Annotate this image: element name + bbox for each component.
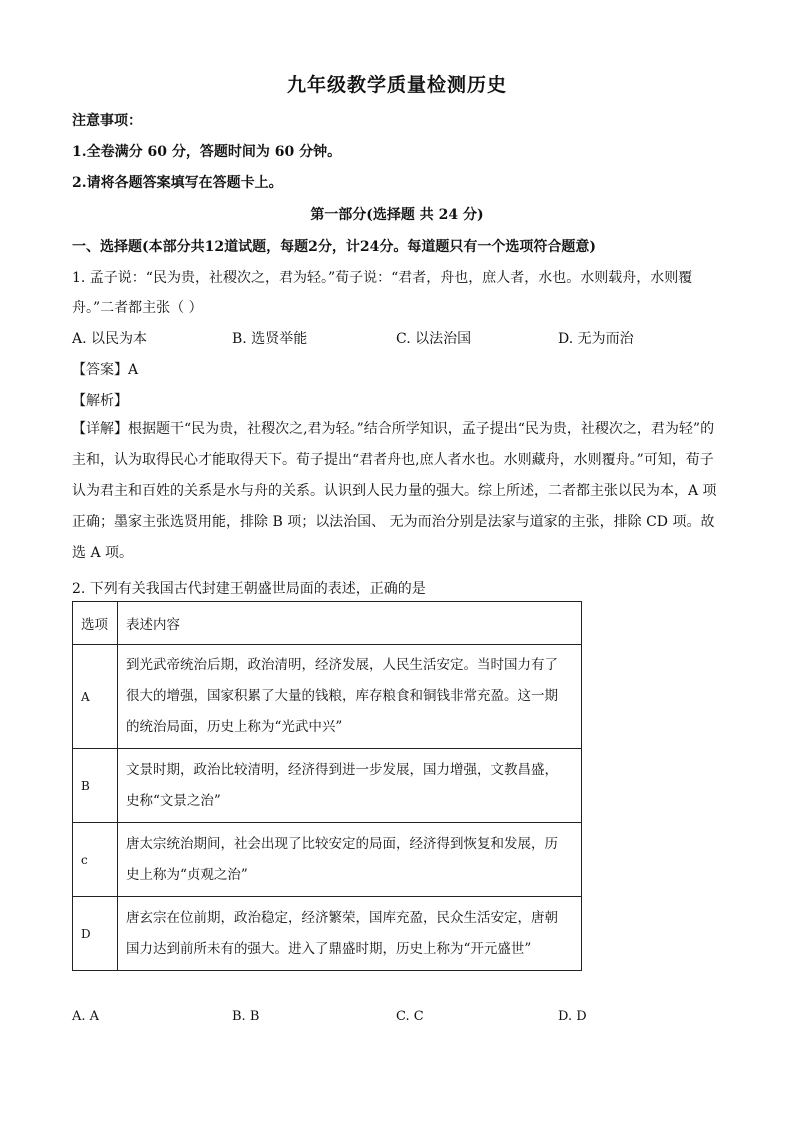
table-row xyxy=(73,749,582,823)
document-title: 九年级教学质量检测历史 xyxy=(286,74,507,96)
row-text: 唐太宗统治期间，社会出现了比较安定的局面，经济得到恢复和发展，历 史上称为“贞观之治” xyxy=(118,823,582,897)
notice-heading: 注意事项： xyxy=(72,113,142,129)
q1-stem-line1: 1. 孟子说：“民为贵，社稷次之，君为轻。”荀子说：“君者，舟也，庶人者，水也。水则载舟，水则覆 xyxy=(72,270,693,286)
detail-line: 选 A 项。 xyxy=(72,545,134,561)
q2-option-c: C. C xyxy=(396,1009,424,1024)
detail-line: 正确；墨家主张选贤用能，排除 B 项；以法治国、 无为而治分别是法家与道家的主张，排除 CD 项。故 xyxy=(72,514,715,530)
table-header-row xyxy=(73,602,582,645)
q1-option-d: D. 无为而治 xyxy=(558,331,634,347)
row-text: 唐玄宗在位前期，政治稳定，经济繁荣，国库充盈，民众生活安定，唐朝 国力达到前所未有的强大。进入了鼎盛时期，历史上称为“开元盛世” xyxy=(118,897,582,971)
detail-line: 主和，认为取得民心才能取得天下。荀子提出“君者舟也,庶人者水也。水则藏舟，水则覆舟。”可知，荀子 xyxy=(72,452,714,468)
section-title: 一、选择题(本部分共12道试题，每题2分，计24分。每道题只有一个选项符合题意) xyxy=(72,239,596,255)
table-row xyxy=(73,897,582,971)
q1-answer xyxy=(72,359,138,379)
answer-value: A xyxy=(128,362,139,378)
q2-option-d: D. D xyxy=(558,1009,587,1024)
q2-option-a: A. A xyxy=(72,1009,100,1024)
q1-option-c: C. 以法治国 xyxy=(396,331,472,347)
row-text: 到光武帝统治后期，政治清明，经济发展，人民生活安定。当时国力有了 很大的增强，国家积累了大量的钱粮，库存粮食和铜钱非常充盈。这一期 的统治局面，历史上称为“光武中兴” xyxy=(118,645,582,749)
detail-tag: 【详解】 xyxy=(72,421,128,437)
answer-tag: 【答案】 xyxy=(72,362,128,378)
row-label: D xyxy=(73,897,118,971)
table-header: 表述内容 xyxy=(118,602,582,645)
notice-item-1: 1.全卷满分 60 分，答题时间为 60 分钟。 xyxy=(72,144,342,160)
q1-detail xyxy=(72,414,722,569)
row-label: A xyxy=(73,645,118,749)
detail-line: 【详解】根据题干“民为贵，社稷次之,君为轻。”结合所学知识，孟子提出“民为贵，社稷次之，君为轻”的 xyxy=(72,421,715,437)
q1-option-a: A. 以民为本 xyxy=(72,331,148,347)
detail-line: 认为君主和百姓的关系是水与舟的关系。认识到人民力量的强大。综上所述，二者都主张以民为本，A 项 xyxy=(72,483,717,499)
q1-stem-line2: 舟。”二者都主张（ ） xyxy=(72,300,203,316)
part-title: 第一部分(选择题 共 24 分) xyxy=(310,207,484,223)
table-header: 选项 xyxy=(73,602,118,645)
row-label: B xyxy=(73,749,118,823)
table-row xyxy=(73,823,582,897)
analysis-tag: 【解析】 xyxy=(72,393,128,409)
q2-table xyxy=(72,601,582,971)
row-text: 文景时期，政治比较清明，经济得到进一步发展，国力增强，文教昌盛， 史称“文景之治” xyxy=(118,749,582,823)
q2-stem: 2. 下列有关我国古代封建王朝盛世局面的表述，正确的是 xyxy=(72,581,426,597)
row-label: c xyxy=(73,823,118,897)
notice-item-2: 2.请将各题答案填写在答题卡上。 xyxy=(72,175,283,191)
q2-option-b: B. B xyxy=(232,1009,260,1024)
q1-option-b: B. 选贤举能 xyxy=(232,331,308,347)
table-row xyxy=(73,645,582,749)
